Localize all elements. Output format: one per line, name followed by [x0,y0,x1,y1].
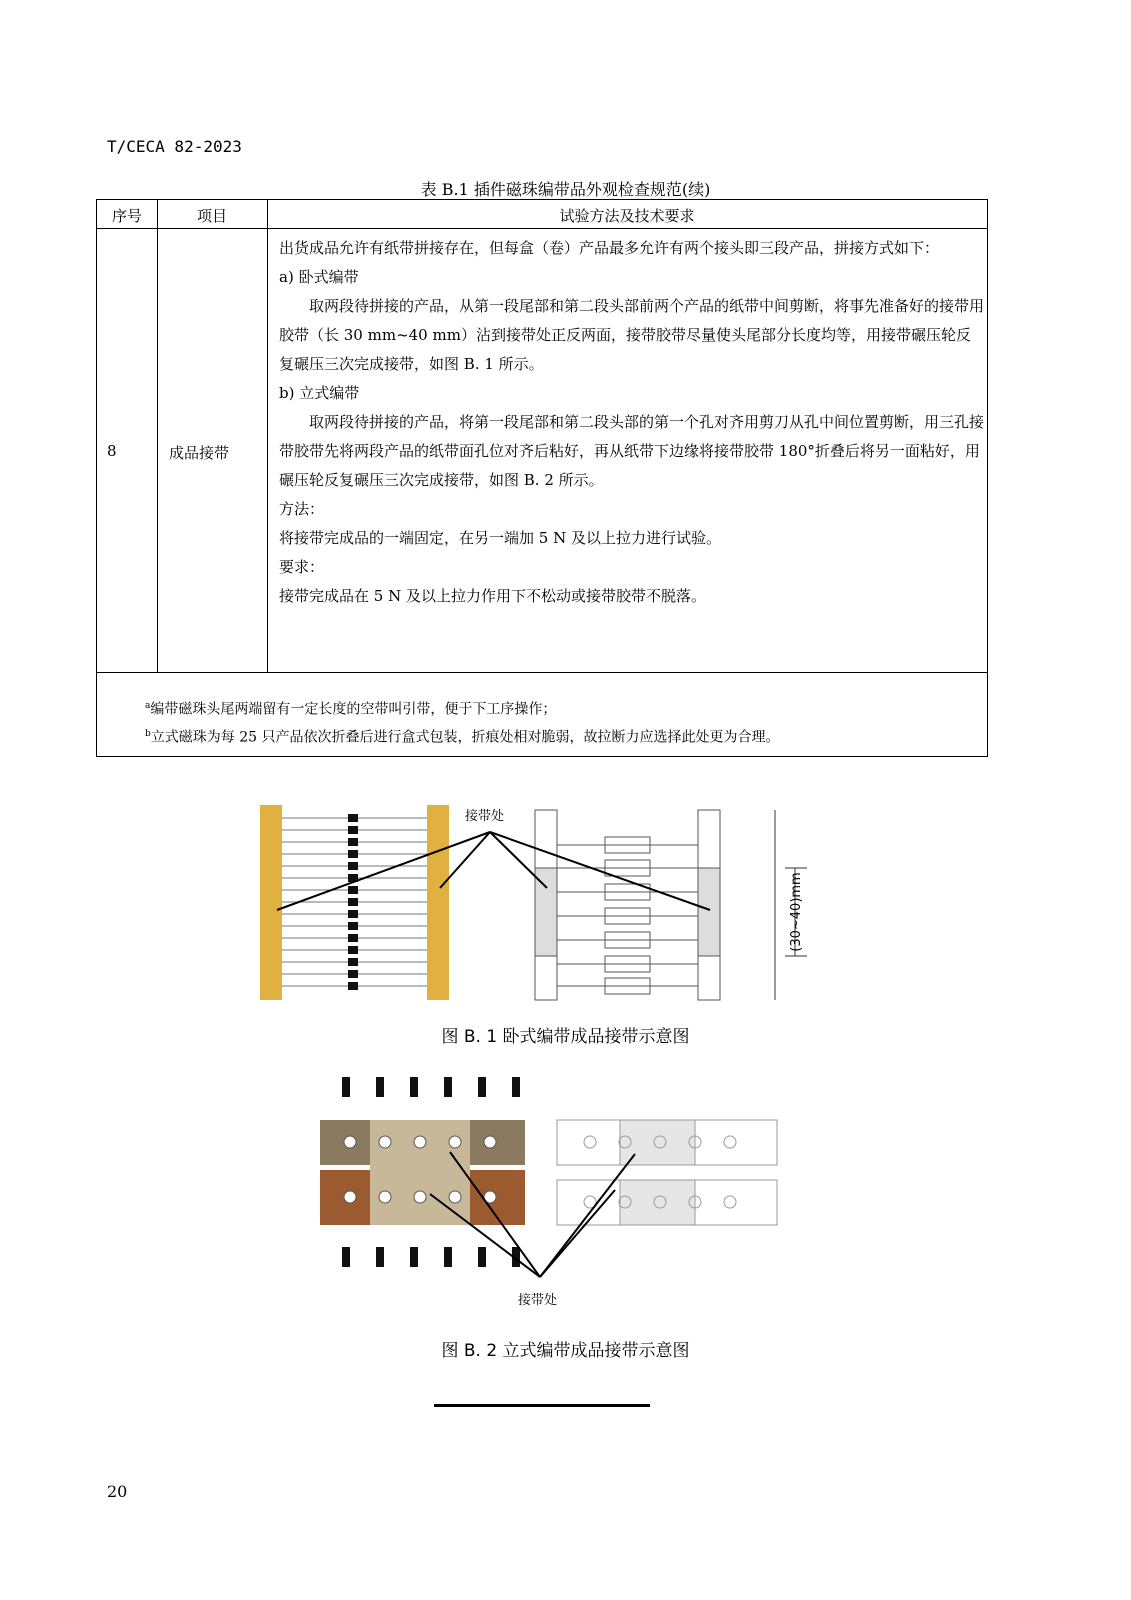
figure1-dimension: (30~40)mm [789,872,804,952]
requirement-text: 接带完成品在 5 N 及以上拉力作用下不松动或接带胶带不脱落。 [279,587,706,605]
end-rule [434,1404,650,1407]
vertical-tape-photo [320,1077,525,1267]
splice-pointer-arrows [277,832,710,910]
row-item: 成品接带 [169,444,230,462]
method-text-line: 将接带完成品的一端固定，在另一端加 5 N 及以上拉力进行试验。 [279,529,721,547]
horizontal-tape-photo [260,805,449,1000]
heading-vertical: b) 立式编带 [279,384,360,402]
figure1-caption: 图 B. 1 卧式编带成品接带示意图 [441,1027,690,1047]
figure-b2 [320,1072,790,1312]
method-label: 方法： [279,500,325,518]
page-number: 20 [107,1482,128,1501]
note-b: $^b$立式磁珠为每 25 只产品依次折叠后进行盒式包装，折痕处相对脆弱，故拉断力应选择此处更为合理。 [145,728,780,746]
col-header-no: 序号 [111,207,142,225]
col-header-method: 试验方法及技术要求 [559,207,695,225]
note-a: $^a$编带磁珠头尾两端留有一定长度的空带叫引带，便于下工序操作； [145,701,557,718]
figure-b1 [255,800,835,1010]
heading-horizontal: a) 卧式编带 [279,268,359,286]
table-notes [145,694,779,749]
paragraph-horizontal: 取两段待拼接的产品，从第一段尾部和第二段头部前两个产品的纸带中间剪断，将事先准备好的接带用胶带（长 30 mm~40 mm）沾到接带处正反两面，接带胶带尽量使头尾部分长度均等，用接带碾压轮反复碾压三次完成接带，如图 B. 1 所示。 [279,297,985,373]
figure1-splice-label: 接带处 [465,809,505,824]
col-header-item: 项目 [196,207,227,225]
row-no: 8 [107,442,117,460]
method-text [279,234,984,611]
inspection-table [96,199,988,757]
figure2-splice-label: 接带处 [518,1293,558,1308]
table-title: 表 B.1 插件磁珠编带品外观检查规范(续) [420,180,711,199]
standard-code: T/CECA 82-2023 [107,137,242,156]
figure2-caption: 图 B. 2 立式编带成品接带示意图 [441,1341,690,1361]
paragraph-vertical: 取两段待拼接的产品，将第一段尾部和第二段头部的第一个孔对齐用剪刀从孔中间位置剪断，用三孔接带胶带先将两段产品的纸带面孔位对齐后粘好，再从纸带下边缘将接带胶带 180°折叠后将另一面粘好，用碾压轮反复碾压三次完成接带，如图 B. 2 所示。 [279,413,985,489]
intro-paragraph: 出货成品允许有纸带拼接存在，但每盒（卷）产品最多允许有两个接头即三段产品，拼接方式如下： [279,239,940,257]
horizontal-tape-drawing [535,810,720,1000]
vertical-tape-drawing [557,1120,777,1225]
requirement-label: 要求： [279,558,325,576]
